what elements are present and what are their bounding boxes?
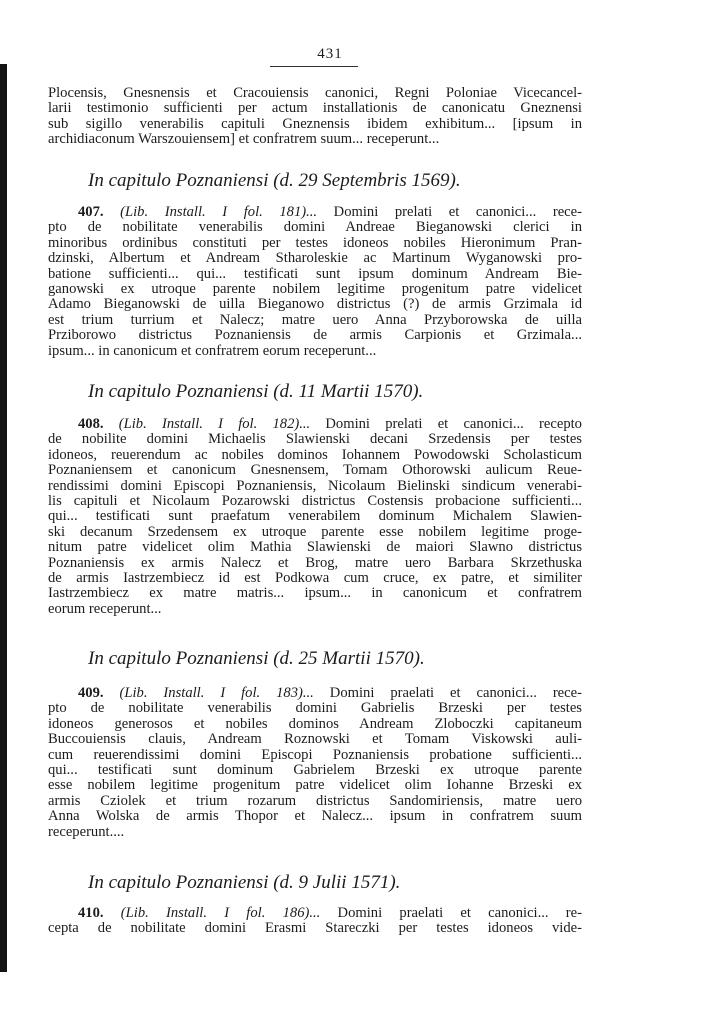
section-heading-408: In capitulo Poznaniensi (d. 11 Martii 1570).	[88, 381, 424, 402]
text-line: eorum receperunt...	[48, 601, 162, 617]
text-line: sub sigillo venerabilis capituli Gneznensis ibidem exhibitum... [ipsum in	[48, 116, 582, 132]
text-line: Prziborowo districtus Poznaniensis de armis Carpionis et Grzimala...	[48, 328, 582, 344]
text-line: lis capituli et Nicolaum Pozarowski districtus Costensis probacione sufficienti...	[48, 494, 582, 510]
entry-citation: (Lib. Install. I fol. 186)...	[120, 906, 321, 921]
text-line: idoneos generosos et nobiles dominos Andream Zloboczki capitaneum	[48, 716, 582, 732]
text-line: minoribus ordinibus constituti per testes idoneos nobiles Hieronimum Pran-	[48, 235, 582, 251]
entry-citation: (Lib. Install. I fol. 181)...	[120, 205, 318, 220]
text-line: idoneos, reuerendum ac nobiles dominos Iohannem Powodowski Scholasticum	[48, 447, 582, 463]
text-line: ski decanum Srzedensem ex utroque parente esse nobilem legitime proge-	[48, 524, 582, 540]
text-line: ganowski ex utroque parente nobilem legitime progenitum patre videlicet	[48, 282, 582, 298]
entry-409	[48, 686, 582, 840]
text-line: Adamo Bieganowski de uilla Bieganowo districtus (?) de armis Grzimala id	[48, 297, 582, 313]
section-heading-409: In capitulo Poznaniensi (d. 25 Martii 1570).	[88, 648, 425, 669]
text-line: Anna Wolska de armis Thopor et Nalecz... ipsum in confratrem suum	[48, 809, 582, 825]
entry-number: 407.	[78, 205, 104, 220]
entry-number: 410.	[78, 906, 104, 921]
page-number: 431	[317, 46, 343, 62]
text-line: rendissimi domini Episcopi Poznaniensis, Nicolaum Bielinski sindicum venerabi-	[48, 478, 582, 494]
text-line: Domini prelati et canonici... recepto	[310, 417, 582, 432]
text-line: nitum patre videlicet olim Mathia Slawienski de maiori Slawno districtus	[48, 540, 582, 556]
text-line: qui... testificati sunt dominum Gabrielem Brzeski ex utroque parente	[48, 763, 582, 779]
text-line: de nobilite domini Michaelis Slawienski decani Srzedensis per testes	[48, 432, 582, 448]
text-line: Plocensis, Gnesnensis et Cracouiensis canonici, Regni Poloniae Vicecancel-	[48, 86, 582, 101]
entry-citation: (Lib. Install. I fol. 183)...	[119, 686, 314, 701]
entry-407	[48, 205, 582, 359]
text-line: Domini prelati et canonici... rece-	[317, 205, 582, 220]
entry-410	[48, 906, 582, 937]
text-line: batione sufficienti... qui... testificati sunt ipsum dominum Andream Bie-	[48, 266, 582, 282]
page-number-rule	[270, 66, 358, 67]
text-line: de armis Iastrzembiecz id est Podkowa cum cruce, ex patre, et similiter	[48, 571, 582, 587]
entry-citation: (Lib. Install. I fol. 182)...	[118, 417, 311, 432]
text-line: cum reuerendissimi domini Episcopi Poznaniensis probatione sufficienti...	[48, 747, 582, 763]
text-line: pto de nobilitate venerabilis domini Andreae Bieganowski clerici in	[48, 220, 582, 236]
text-line: Poznaniensem et canonicum Gnesnensem, Tomam Othorowski aulicum Reue-	[48, 463, 582, 479]
text-line: archidiaconum Warszouiensem] et confratrem suum... receperunt...	[48, 132, 440, 148]
text-line: est trium turrium et Nalecz; matre uero Anna Przyborowska de uilla	[48, 312, 582, 328]
text-line: qui... testificati sunt praefatum venerabilem dominum Michalem Slawien-	[48, 509, 582, 525]
text-line: cepta de nobilitate domini Erasmi Stareczki per testes idoneos vide-	[48, 921, 582, 937]
text-line: Iastrzembiecz ex matre matris... ipsum... in canonicum et confratrem	[48, 586, 582, 602]
text-line: ipsum... in canonicum et confratrem eorum receperunt...	[48, 343, 377, 359]
text-line: larii testimonio sufficienti per actum installationis de canonicatu Gneznensi	[48, 101, 582, 117]
text-line: Domini praelati et canonici... rece-	[313, 686, 582, 701]
section-heading-410: In capitulo Poznaniensi (d. 9 Julii 1571).	[88, 872, 401, 893]
text-line: armis Cziolek et trium rozarum districtus Sandomiriensis, matre uero	[48, 793, 582, 809]
text-line: Domini praelati et canonici... re-	[320, 906, 582, 921]
text-line: Poznaniensis ex armis Nalecz et Brog, matre uero Barbara Skrzethuska	[48, 555, 582, 571]
entry-number: 408.	[78, 417, 104, 432]
scan-edge-bar	[0, 64, 7, 972]
section-heading-407: In capitulo Poznaniensi (d. 29 Septembris 1569).	[88, 170, 461, 191]
intro-paragraph	[48, 86, 582, 148]
text-line: dzinski, Albertum et Andream Stharoleskie ac Martinum Wyganowski pro-	[48, 251, 582, 267]
text-line: Buccouiensis clauis, Andream Roznowski et Tomam Viskowski auli-	[48, 732, 582, 748]
entry-408	[48, 417, 582, 617]
text-line: receperunt....	[48, 824, 125, 840]
text-line: esse nobilem legitime progenitum patre videlicet olim Iohanne Brzeski ex	[48, 778, 582, 794]
entry-number: 409.	[78, 686, 104, 701]
text-line: pto de nobilitate venerabilis domini Gabrielis Brzeski per testes	[48, 701, 582, 717]
